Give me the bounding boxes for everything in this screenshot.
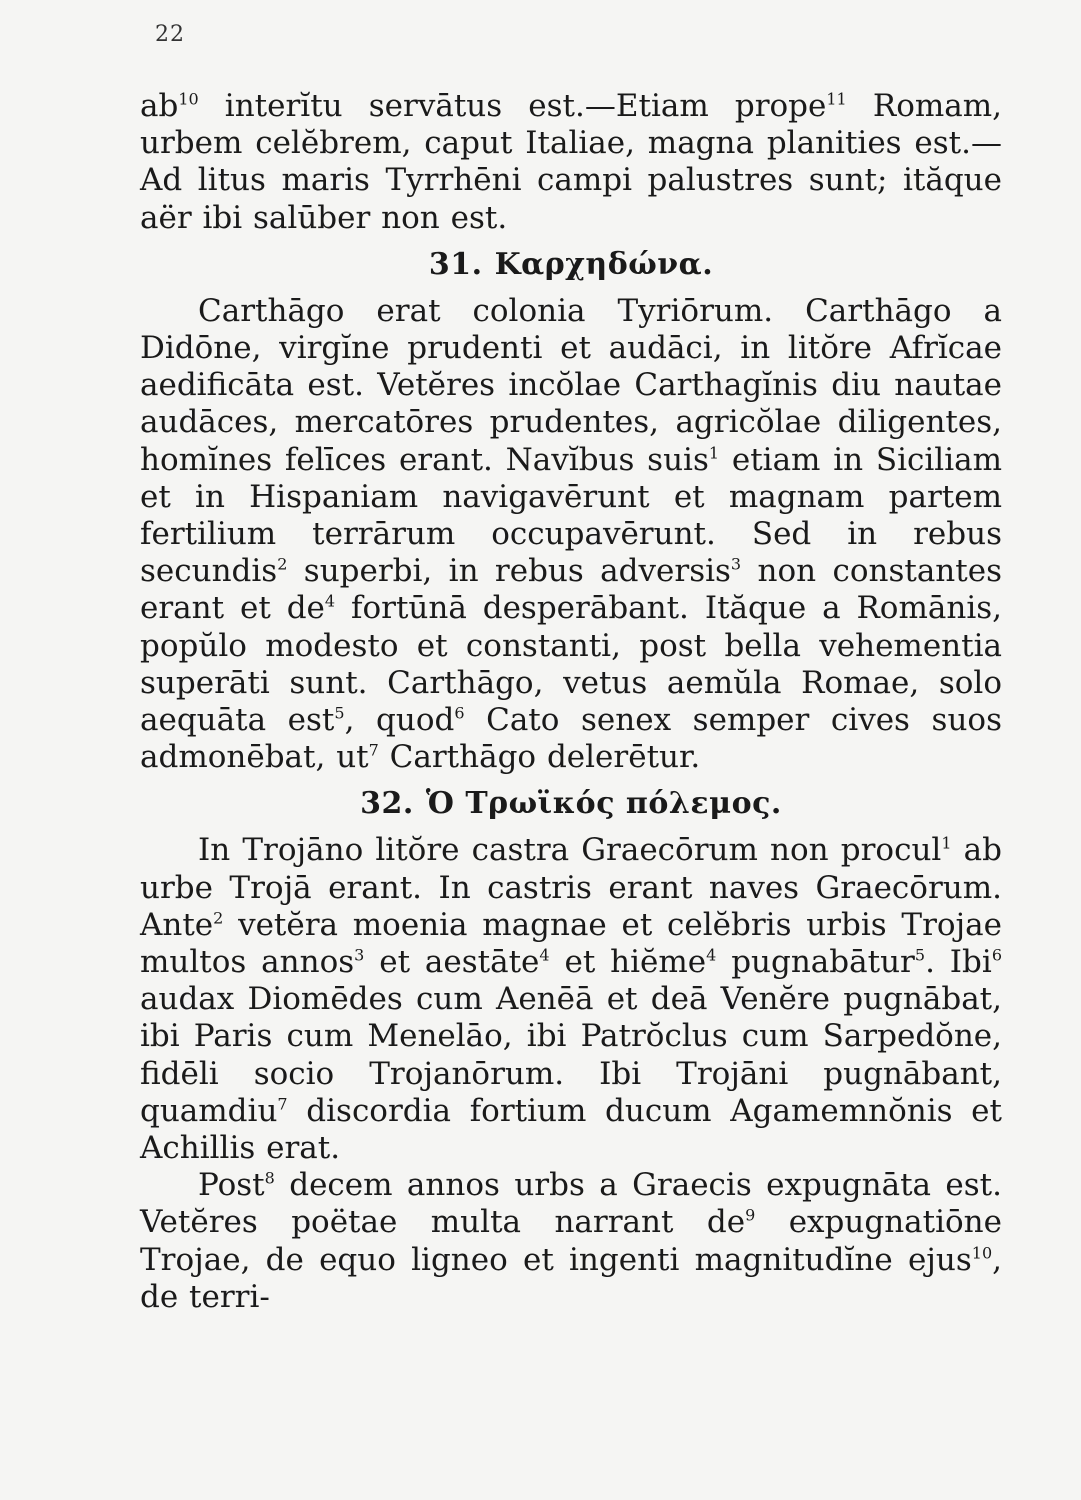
text-run: expugnatiōne Trojae, de equo ligneo et ingenti magnitudĭne ejus bbox=[140, 1204, 1002, 1278]
footnote-marker: 10 bbox=[178, 89, 199, 109]
text-run: et aestāte bbox=[364, 944, 540, 981]
footnote-marker: 4 bbox=[706, 945, 717, 965]
text-run: vetĕra moenia magnae et celĕbris urbis Trojae multos annos bbox=[140, 906, 1002, 981]
text-run: In Trojāno litŏre castra Graecōrum non procul bbox=[198, 832, 942, 869]
page-number: 22 bbox=[155, 22, 185, 47]
footnote-marker: 7 bbox=[368, 740, 379, 760]
text-run: Carthāgo erat colonia Tyriōrum. Carthāgo a Didōne, virgĭne prudenti et audāci, in litŏre Afrĭcae aedificāta est. Vetĕres incŏlae Carthagĭnis diu nautae audāces, mercatōres prudentes, agricŏlae diligentes, homĭnes felīces erant. Navĭbus suis bbox=[140, 292, 1002, 478]
text-run: non constantes erant et de bbox=[140, 553, 1002, 627]
text-run: , de terri- bbox=[140, 1241, 1002, 1315]
text-run: pugnabātur bbox=[716, 944, 915, 981]
section-32-paragraph-1 bbox=[140, 832, 1002, 1167]
text-run: fortūnā desperābant. Ităque a Romānis, popŭlo modesto et constanti, post bella vehementia superāti sunt. Carthāgo, vetus aemŭla Romae, solo aequāta est bbox=[140, 590, 1002, 739]
footnote-marker: 4 bbox=[324, 592, 336, 612]
text-run: audax Diomēdes cum Aenēā et deā Venĕre pugnābat, ibi Paris cum Menelāo, ibi Patrŏclus cum Sarpedŏne, fidēli socio Trojanōrum. Ibi Trojāni pugnābant, quamdiu bbox=[140, 981, 1002, 1129]
text-run: Carthāgo delerētur. bbox=[378, 739, 701, 776]
footnote-marker: 10 bbox=[971, 1243, 993, 1263]
footnote-marker: 4 bbox=[539, 945, 550, 965]
footnote-marker: 8 bbox=[264, 1168, 275, 1188]
text-run: et hiĕme bbox=[549, 944, 707, 981]
footnote-marker: 1 bbox=[941, 834, 952, 854]
section-number: 31. bbox=[428, 246, 483, 282]
text-run: , quod bbox=[344, 702, 455, 739]
footnote-marker: 7 bbox=[277, 1094, 288, 1114]
text-run: superbi, in rebus adversis bbox=[287, 553, 731, 590]
footnote-marker: 6 bbox=[991, 945, 1002, 965]
text-run: . Ibi bbox=[925, 944, 992, 981]
text-run: Romam, urbem celĕbrem, caput Italiae, magna planities est.—Ad litus maris Tyrrhēni campi palustres sunt; ităque aër ibi salūber non est. bbox=[140, 88, 1002, 236]
footnote-marker: 5 bbox=[334, 703, 345, 723]
section-number: 32. bbox=[360, 786, 414, 822]
footnote-marker: 6 bbox=[454, 703, 465, 723]
text-run: discordia fortium ducum Agamemnŏnis et Achillis erat. bbox=[140, 1092, 1002, 1167]
footnote-marker: 3 bbox=[730, 554, 742, 574]
text-run: Post bbox=[198, 1167, 265, 1204]
text-run: decem annos urbs a Graecis expugnāta est. Vetĕres poëtae multa narrant de bbox=[140, 1167, 1002, 1241]
footnote-marker: 9 bbox=[745, 1206, 756, 1226]
footnote-marker: 2 bbox=[213, 908, 224, 928]
section-32-heading bbox=[140, 786, 1002, 822]
footnote-marker: 3 bbox=[354, 945, 365, 965]
text-run: Cato senex semper cives suos admonēbat, ut bbox=[140, 702, 1002, 776]
text-run: etiam in Siciliam et in Hispaniam navigavērunt et magnam partem fertilium terrārum occupavērunt. Sed in rebus secundis bbox=[140, 441, 1003, 590]
text-run: ab bbox=[140, 88, 179, 124]
text-column bbox=[140, 88, 1002, 1316]
intro-paragraph bbox=[140, 88, 1002, 237]
section-31-heading bbox=[140, 247, 1002, 283]
text-run: interĭtu servātus est.—Etiam prope bbox=[198, 88, 827, 124]
footnote-marker: 1 bbox=[708, 443, 720, 463]
footnote-marker: 2 bbox=[277, 554, 288, 574]
footnote-marker: 5 bbox=[914, 945, 926, 965]
footnote-marker: 11 bbox=[826, 89, 847, 109]
section-title: Καρχηδώνα. bbox=[494, 246, 714, 282]
section-title: Ὁ Τρωϊκός πόλεμος. bbox=[425, 786, 782, 822]
text-run: ab urbe Trojā erant. In castris erant naves Graecōrum. Ante bbox=[140, 832, 1002, 943]
section-31-paragraph bbox=[140, 293, 1002, 777]
section-32-paragraph-2 bbox=[140, 1167, 1002, 1316]
